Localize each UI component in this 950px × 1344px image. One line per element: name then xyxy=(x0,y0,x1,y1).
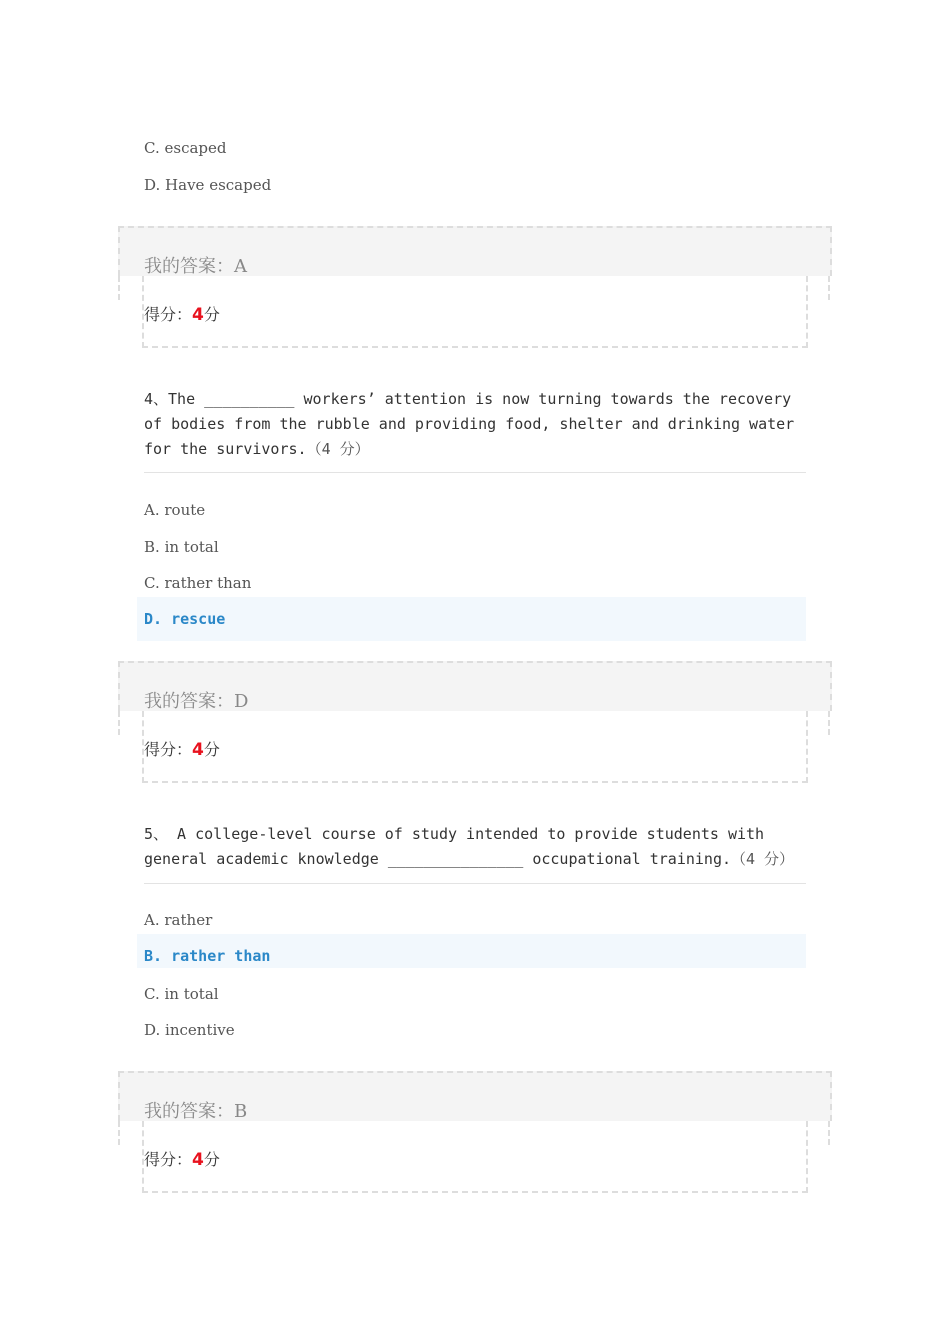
option-c[interactable] xyxy=(144,984,219,1004)
option-letter: B. xyxy=(144,947,163,965)
divider xyxy=(144,472,806,473)
score xyxy=(144,737,220,760)
option-letter: D. xyxy=(144,1021,161,1039)
option-b[interactable] xyxy=(144,537,219,557)
answer-box-body xyxy=(142,1121,808,1193)
option-d[interactable] xyxy=(144,175,271,195)
my-answer-value: A xyxy=(234,256,247,277)
answer-box-body xyxy=(142,711,808,783)
box-edge-left xyxy=(118,276,120,300)
box-edge-left xyxy=(118,1121,120,1145)
option-a[interactable] xyxy=(144,500,205,520)
option-letter: C. xyxy=(144,139,160,157)
score xyxy=(144,1147,220,1170)
my-answer xyxy=(144,687,248,713)
option-text: incentive xyxy=(165,1021,235,1039)
option-text: rescue xyxy=(171,610,226,628)
option-letter: C. xyxy=(144,574,160,592)
selected-option-label xyxy=(144,609,225,629)
score xyxy=(144,302,220,325)
option-text: in total xyxy=(164,985,219,1003)
my-answer-label: 我的答案： xyxy=(144,1101,234,1122)
box-edge-right xyxy=(828,1121,830,1145)
divider xyxy=(144,883,806,884)
score-unit: 分 xyxy=(203,305,220,324)
score-value: 4 xyxy=(192,1150,204,1170)
score-value: 4 xyxy=(192,305,204,325)
option-letter: D. xyxy=(144,610,163,628)
option-text: Have escaped xyxy=(165,176,272,194)
question-text: A college-level course of study intended to provide students with general academic knowledge _______________ occupational training. xyxy=(144,825,765,868)
score-label: 得分： xyxy=(144,1150,193,1169)
answer-box xyxy=(118,661,830,785)
question-points: （4 分） xyxy=(306,440,370,458)
my-answer xyxy=(144,252,247,278)
option-c[interactable] xyxy=(144,573,251,593)
option-letter: A. xyxy=(144,501,160,519)
selected-option-label xyxy=(144,946,270,966)
box-edge-right xyxy=(828,276,830,300)
option-letter: C. xyxy=(144,985,160,1003)
option-text: rather than xyxy=(171,947,271,965)
option-text: in total xyxy=(164,538,219,556)
option-text: rather xyxy=(164,911,213,929)
score-value: 4 xyxy=(192,740,204,760)
option-letter: B. xyxy=(144,538,160,556)
my-answer-label: 我的答案： xyxy=(144,256,234,277)
score-label: 得分： xyxy=(144,305,193,324)
option-text: escaped xyxy=(164,139,227,157)
option-d[interactable] xyxy=(144,1020,235,1040)
question-number: 4、 xyxy=(144,390,169,408)
option-c[interactable] xyxy=(144,138,227,158)
answer-box xyxy=(118,226,830,350)
question-text: The __________ workers’ attention is now turning towards the recovery of bodies from the rubble and providing food, shelter and drinking water for the survivors. xyxy=(144,390,795,458)
answer-box-body xyxy=(142,276,808,348)
score-unit: 分 xyxy=(203,1150,220,1169)
box-edge-right xyxy=(828,711,830,735)
option-a[interactable] xyxy=(144,910,212,930)
option-d-selected[interactable] xyxy=(137,597,806,641)
option-text: route xyxy=(164,501,206,519)
my-answer-value: D xyxy=(234,691,249,712)
my-answer xyxy=(144,1097,247,1123)
my-answer-label: 我的答案： xyxy=(144,691,234,712)
answer-box xyxy=(118,1071,830,1195)
option-letter: D. xyxy=(144,176,161,194)
box-edge-left xyxy=(118,711,120,735)
question-number: 5、 xyxy=(144,825,169,843)
question-points: （4 分） xyxy=(731,850,795,868)
option-b-selected[interactable] xyxy=(137,934,806,968)
score-label: 得分： xyxy=(144,740,193,759)
my-answer-value: B xyxy=(234,1101,248,1122)
option-text: rather than xyxy=(164,574,252,592)
option-letter: A. xyxy=(144,911,160,929)
question-4 xyxy=(144,387,806,462)
question-5 xyxy=(144,822,806,872)
score-unit: 分 xyxy=(203,740,220,759)
